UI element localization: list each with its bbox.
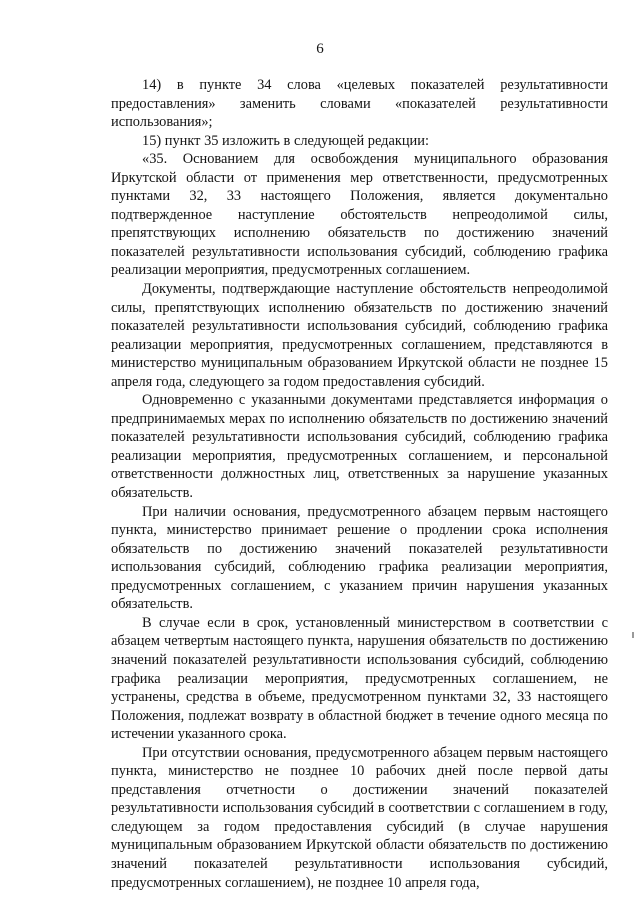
document-body xyxy=(111,76,608,892)
paragraph-no-basis: При отсутствии основания, предусмотренного абзацем первым настоящего пункта, министерство не позднее 10 рабочих дней после первой даты представления отчетности о достижении значений показателей результативности использования субсидий в соответствии с соглашением в году, следующем за годом предоставления субсидий (в случае нарушения муниципальным образованием Иркутской области обязательств по достижению значений показателей результативности использования субсидий, предусмотренных соглашением), не позднее 10 апреля года, xyxy=(111,744,608,891)
paragraph-information: Одновременно с указанными документами представляется информация о предпринимаемых мерах по исполнению обязательств по достижению значений показателей результативности использования субсидий, соблюдению графика реализации мероприятия, предусмотренных соглашением, и персональной ответственности должностных лиц, ответственных за нарушение указанных обязательств. xyxy=(111,392,608,502)
page-number: 6 xyxy=(316,41,324,57)
paragraph-documents: Документы, подтверждающие наступление обстоятельств непреодолимой силы, препятствующих исполнению обязательств по достижению значений показателей результативности использования субсидий, соблюдению графика реализации мероприятия, предусмотренных соглашением, представляются в министерство муниципальным образованием Иркутской области не позднее 15 апреля года, следующего за годом предоставления субсидий. xyxy=(111,281,608,390)
paragraph-point-35-basis: «35. Основанием для освобождения муниципального образования Иркутской области от применения мер ответственности, предусмотренных пунктами 32, 33 настоящего Положения, является документально подтвержденное наступление обстоятельств непреодолимой силы, препятствующих исполнению обязательств по достижению значений показателей результативности использования субсидий, соблюдению графика реализации мероприятия, предусмотренных соглашением. xyxy=(111,151,608,279)
paragraph-extension-decision: При наличии основания, предусмотренного абзацем первым настоящего пункта, министерство принимает решение о продлении срока исполнения обязательств по достижению значений показателей результативности использования субсидий, соблюдению графика реализации мероприятия, предусмотренных соглашением, с указанием причин нарушения указанных обязательств. xyxy=(111,503,608,613)
paragraph-refund: В случае если в срок, установленный министерством в соответствии с абзацем четвертым настоящего пункта, нарушения обязательств по достижению значений показателей результативности использования субсидий, соблюдению графика реализации мероприятия, предусмотренных соглашением, не устранены, средства в объеме, предусмотренном пунктами 32, 33 настоящего Положения, подлежат возврату в областной бюджет в течение одного месяца по истечении указанного срока. xyxy=(111,614,608,743)
margin-mark xyxy=(632,632,634,638)
paragraph-item-15: 15) пункт 35 изложить в следующей редакции: xyxy=(142,132,429,149)
paragraph-item-14: 14) в пункте 34 слова «целевых показателей результативности предоставления» заменить словами «показателей результативности использования»; xyxy=(111,77,608,131)
